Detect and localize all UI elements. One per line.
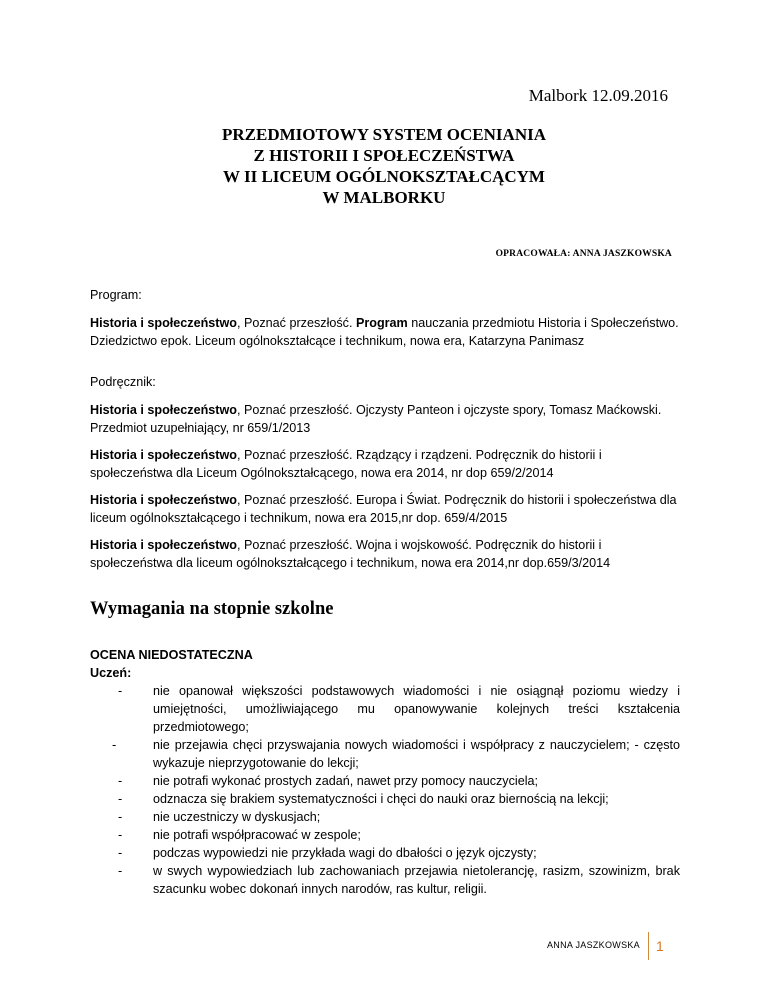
program-entry-bold: Historia i społeczeństwo — [90, 316, 237, 330]
place-date: Malbork 12.09.2016 — [528, 86, 668, 105]
title-line: W II LICEUM OGÓLNOKSZTAŁCĄCYM — [223, 167, 545, 186]
list-item-text: nie potrafi wykonać prostych zadań, nawet przy pomocy nauczyciela; — [153, 774, 539, 788]
list-item — [90, 844, 680, 862]
list-item — [90, 808, 680, 826]
page-number: 1 — [656, 938, 664, 954]
grade-title: OCENA NIEDOSTATECZNA — [90, 648, 253, 662]
textbook-entry-text: , Poznać przeszłość. Rządzący i rządzeni. Podręcznik do historii i społeczeństwa dla Liceum Ogólnokształcącego, nowa era 2014, nr dop 659/2/2014 — [90, 448, 602, 480]
textbook-entry-bold: Historia i społeczeństwo — [90, 493, 237, 507]
textbook-label: Podręcznik: — [90, 375, 156, 389]
document-title — [0, 124, 768, 208]
program-entry-text: , Poznać przeszłość. — [236, 316, 356, 330]
list-dash: - — [118, 684, 123, 698]
textbook-entry-bold: Historia i społeczeństwo — [90, 448, 237, 462]
textbook-entry — [90, 491, 680, 527]
list-item — [90, 862, 680, 898]
footer-author: ANNA JASZKOWSKA — [546, 940, 640, 950]
list-dash: - — [112, 738, 117, 752]
list-item — [90, 682, 680, 736]
list-item — [90, 790, 680, 808]
prepared-by: OPRACOWAŁA: ANNA JASZKOWSKA — [495, 249, 672, 259]
title-line: W MALBORKU — [322, 188, 446, 207]
textbook-entry — [90, 446, 680, 482]
footer-divider — [648, 932, 649, 960]
requirements-heading: Wymagania na stopnie szkolne — [90, 599, 334, 619]
list-item-text: nie przejawia chęci przyswajania nowych wiadomości i współpracy z nauczycielem; - często wykazuje nieprzygotowanie do lekcji; — [153, 738, 680, 770]
textbook-entry-text: , Poznać przeszłość. Ojczysty Panteon i ojczyste spory, Tomasz Maćkowski. Przedmiot uzupełniający, nr 659/1/2013 — [90, 403, 662, 435]
textbook-entry — [90, 401, 680, 437]
program-label: Program: — [90, 288, 142, 302]
list-item-text: odznacza się brakiem systematyczności i chęci do nauki oraz biernością na lekcji; — [153, 792, 609, 806]
list-item-text: nie opanował większości podstawowych wiadomości i nie osiągnął poziomu wiedzy i umiejętności, umożliwiającego mu opanowywanie kolejnych treści kształcenia przedmiotowego; — [153, 684, 680, 734]
student-label: Uczeń: — [90, 666, 132, 680]
program-entry-text: nauczania przedmiotu Historia i Społeczeństwo. Dziedzictwo epok. Liceum ogólnokształcące i technikum, nowa era, Katarzyna Panimasz — [90, 316, 679, 348]
textbook-entry-text: , Poznać przeszłość. Europa i Świat. Podręcznik do historii i społeczeństwa dla liceum ogólnokształcącego i technikum, nowa era 2015,nr dop. 659/4/2015 — [90, 493, 677, 525]
list-dash: - — [118, 828, 123, 842]
list-dash: - — [118, 774, 123, 788]
list-dash: - — [118, 864, 123, 878]
list-dash: - — [118, 792, 123, 806]
program-entry — [90, 314, 680, 350]
list-item — [90, 736, 680, 772]
list-dash: - — [118, 846, 123, 860]
title-line: PRZEDMIOTOWY SYSTEM OCENIANIA — [222, 125, 546, 144]
list-item-text: nie uczestniczy w dyskusjach; — [153, 810, 321, 824]
program-entry-bold: Program — [355, 316, 408, 330]
textbook-entry-bold: Historia i społeczeństwo — [90, 538, 237, 552]
list-item-text: nie potrafi współpracować w zespole; — [153, 828, 361, 842]
list-item — [90, 826, 680, 844]
list-item — [90, 772, 680, 790]
textbook-entry — [90, 536, 680, 572]
textbook-entry-text: , Poznać przeszłość. Wojna i wojskowość. Podręcznik do historii i społeczeństwa dla liceum ogólnokształcącego i technikum, nowa era 2014,nr dop.659/3/2014 — [90, 538, 611, 570]
list-item-text: w swych wypowiedziach lub zachowaniach przejawia nietolerancję, rasizm, szowinizm, brak szacunku wobec dokonań innych narodów, ras kultur, religii. — [153, 864, 680, 896]
list-item-text: podczas wypowiedzi nie przykłada wagi do dbałości o język ojczysty; — [153, 846, 537, 860]
title-line: Z HISTORII I SPOŁECZEŃSTWA — [253, 146, 515, 165]
requirements-list — [90, 682, 680, 898]
list-dash: - — [118, 810, 123, 824]
textbook-entry-bold: Historia i społeczeństwo — [90, 403, 237, 417]
